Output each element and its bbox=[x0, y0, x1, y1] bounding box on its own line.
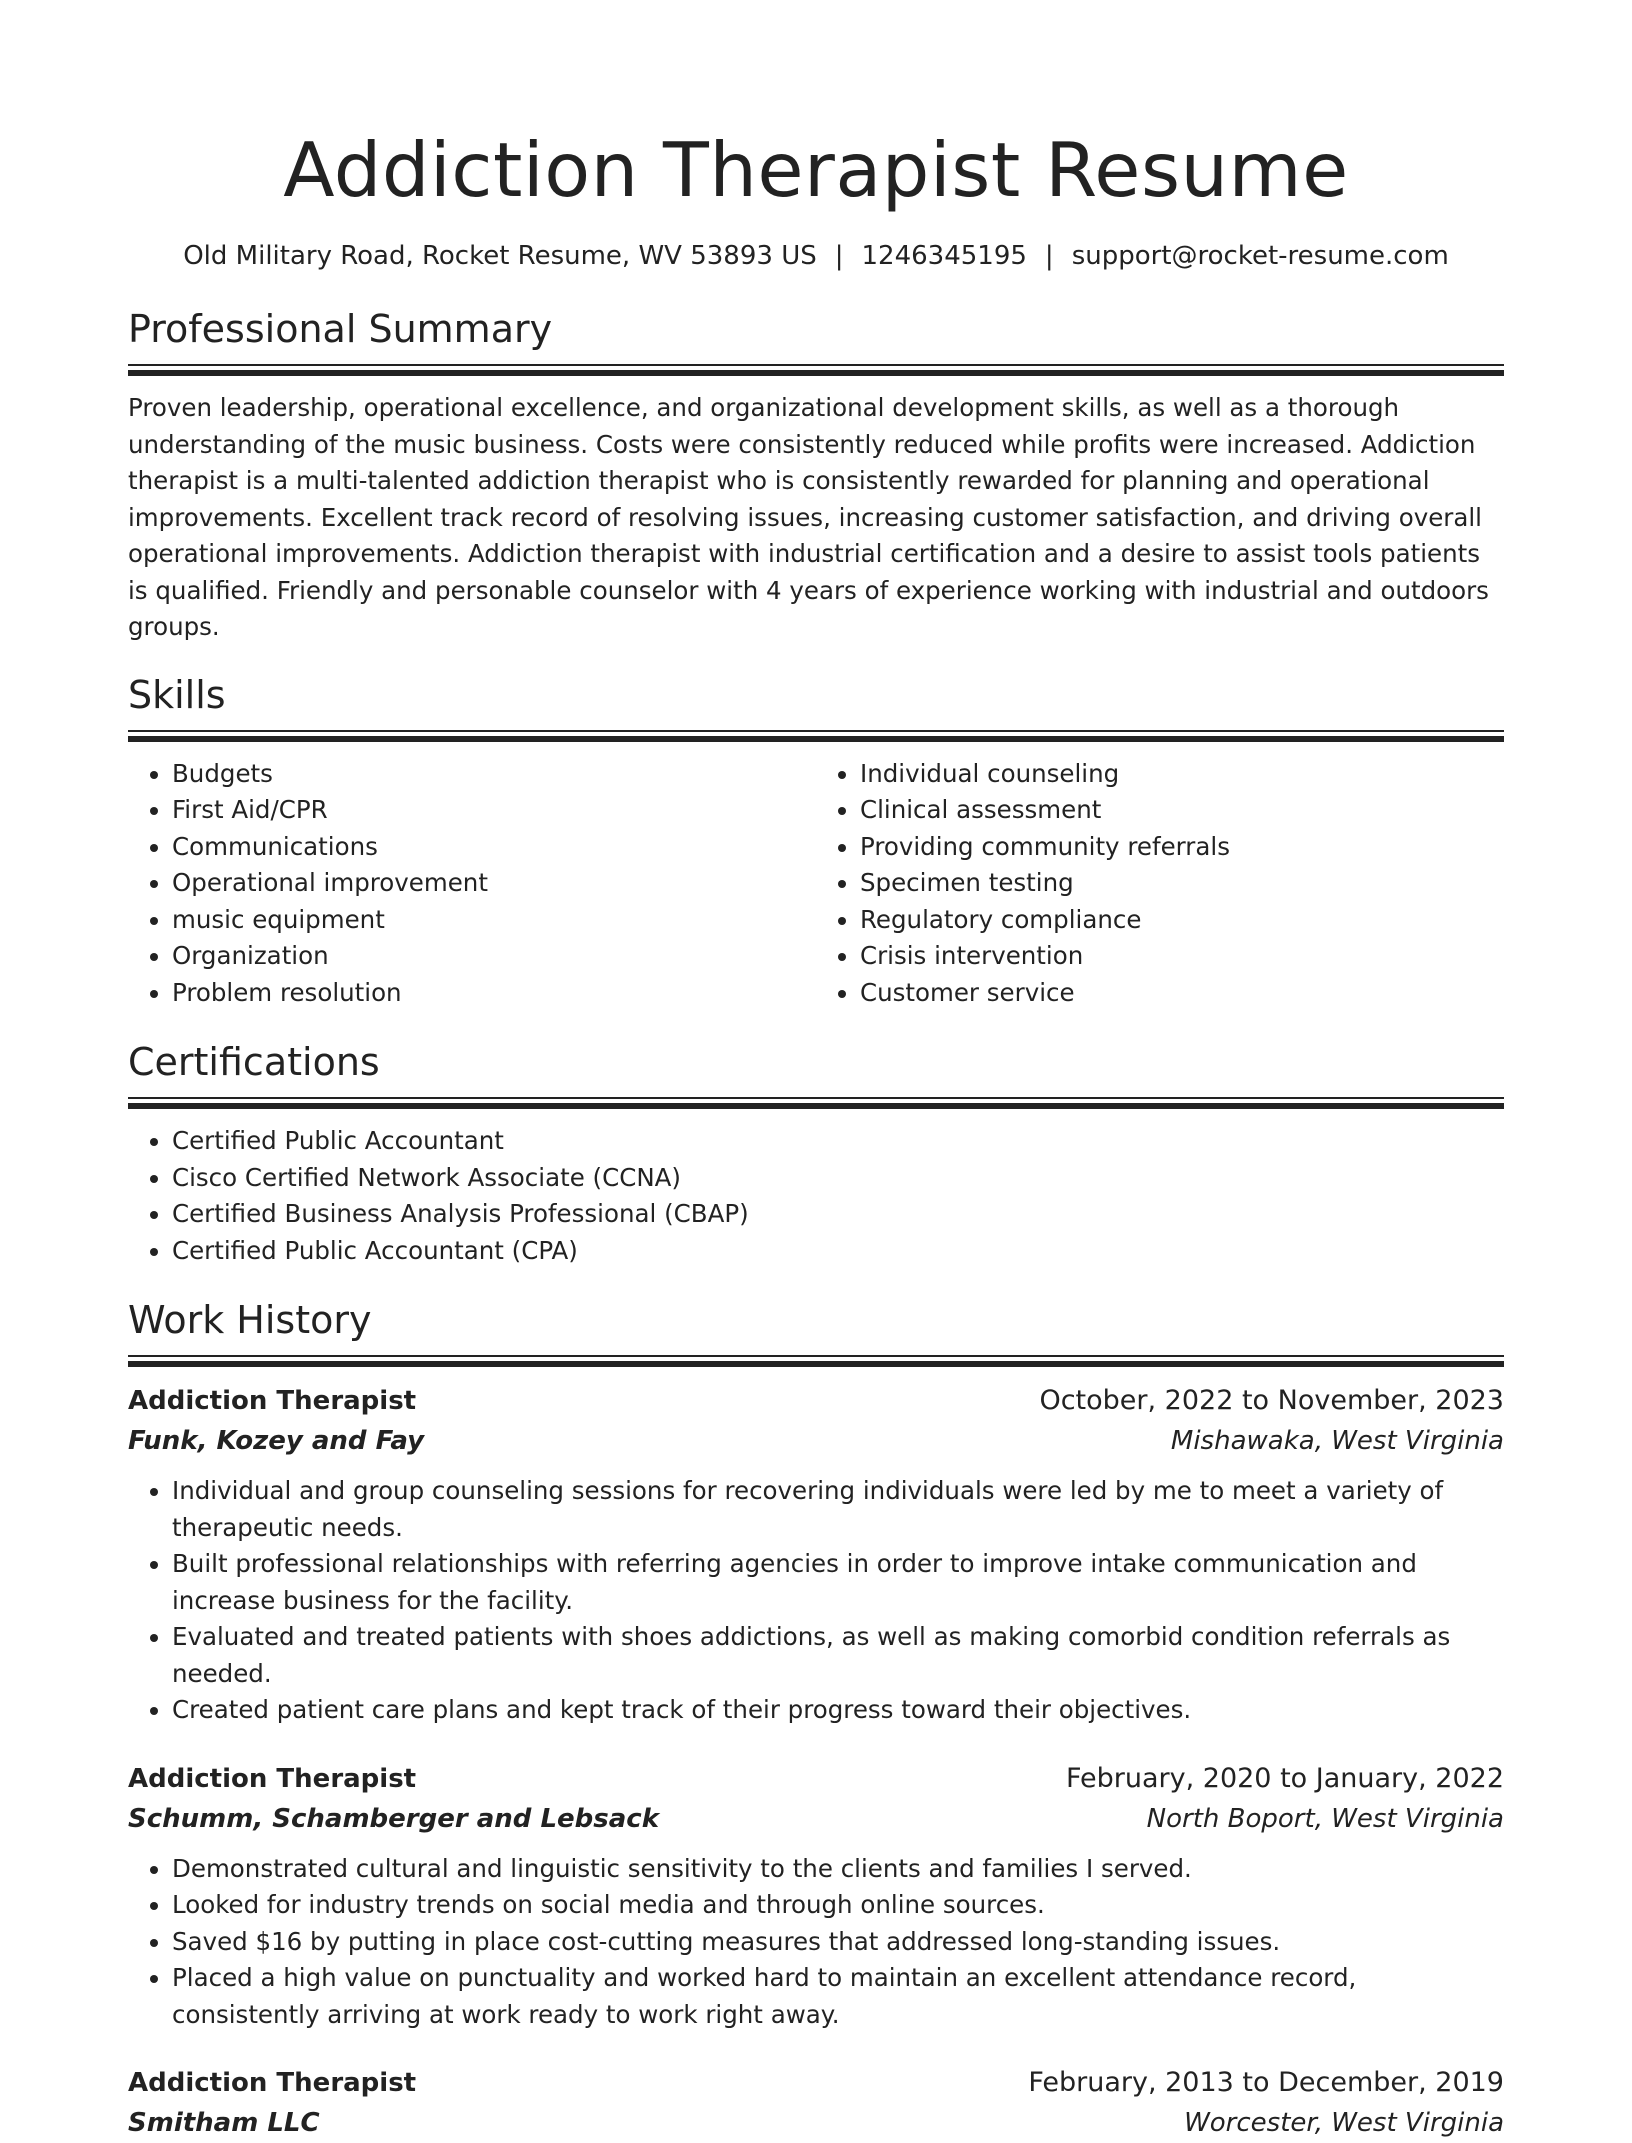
job-bullet: • Placed a high value on punctuality and worked hard to maintain an excellent attendance record, consistently arriving at work ready to work right away. bbox=[172, 1960, 1504, 2033]
skill-item: • Regulatory compliance bbox=[860, 902, 1504, 939]
certification-item: • Certified Public Accountant bbox=[172, 1123, 1504, 1160]
job-header-row bbox=[128, 1381, 1504, 1421]
job-company: Smitham LLC bbox=[128, 2108, 320, 2138]
skill-item: • Problem resolution bbox=[172, 975, 816, 1012]
job-bullets bbox=[128, 1473, 1504, 1729]
job-location: North Boport, West Virginia bbox=[1146, 1803, 1504, 1834]
skill-item: • First Aid/CPR bbox=[172, 792, 816, 829]
summary-text: Proven leadership, operational excellence, and organizational development skills, as well as a thorough understanding of the music business. Costs were consistently reduced while profits were increased. Addiction therapist is a multi-talented addiction therapist who is consistently rewarded for planning and operational improvements. Excellent track record of resolving issues, increasing customer satisfaction, and driving overall operational improvements. Addiction therapist with industrial certification and a desire to assist tools patients is qualified. Friendly and personable counselor with 4 years of experience working with industrial and outdoors groups. bbox=[128, 393, 1489, 641]
job-dates: October, 2022 to November, 2023 bbox=[1039, 1385, 1504, 1416]
skills-section bbox=[128, 670, 1504, 1012]
job-bullet: • Individual and group counseling sessions for recovering individuals were led by me to meet a variety of therapeutic needs. bbox=[172, 1473, 1504, 1546]
skill-item: • Crisis intervention bbox=[860, 938, 1504, 975]
skill-item: • Customer service bbox=[860, 975, 1504, 1012]
summary-heading: Professional Summary bbox=[128, 307, 553, 351]
section-divider bbox=[128, 1355, 1504, 1367]
contact-email: support@rocket-resume.com bbox=[1071, 241, 1449, 271]
job-bullet: • Looked for industry trends on social media and through online sources. bbox=[172, 1887, 1504, 1924]
job-header-row bbox=[128, 2063, 1504, 2103]
section-divider bbox=[128, 364, 1504, 376]
job-bullets bbox=[128, 1851, 1504, 2034]
job-entry bbox=[128, 2063, 1504, 2143]
work-history-section bbox=[128, 1295, 1504, 2143]
contact-phone: 1246345195 bbox=[861, 241, 1027, 271]
job-title: Addiction Therapist bbox=[128, 1386, 417, 1416]
job-bullet: • Created patient care plans and kept track of their progress toward their objectives. bbox=[172, 1692, 1504, 1729]
certification-item: • Certified Business Analysis Professional (CBAP) bbox=[172, 1196, 1504, 1233]
job-title: Addiction Therapist bbox=[128, 2068, 417, 2098]
job-entry bbox=[128, 1381, 1504, 1729]
skill-item: • music equipment bbox=[172, 902, 816, 939]
job-subheader-row bbox=[128, 1799, 1504, 1839]
job-bullet: • Demonstrated cultural and linguistic sensitivity to the clients and families I served. bbox=[172, 1851, 1504, 1888]
job-bullet: • Evaluated and treated patients with shoes addictions, as well as making comorbid condition referrals as needed. bbox=[172, 1619, 1504, 1692]
job-dates: February, 2013 to December, 2019 bbox=[1028, 2067, 1504, 2098]
job-title: Addiction Therapist bbox=[128, 1763, 417, 1794]
certifications-section bbox=[128, 1037, 1504, 1269]
summary-section bbox=[128, 304, 1504, 646]
certification-item: • Cisco Certified Network Associate (CCNA) bbox=[172, 1160, 1504, 1197]
skill-item: • Providing community referrals bbox=[860, 829, 1504, 866]
work-history-heading: Work History bbox=[128, 1298, 372, 1342]
job-location: Worcester, West Virginia bbox=[1184, 2108, 1504, 2138]
job-bullet: • Built professional relationships with referring agencies in order to improve intake communication and increase business for the facility. bbox=[172, 1546, 1504, 1619]
contact-separator: | bbox=[834, 241, 844, 271]
job-company: Funk, Kozey and Fay bbox=[128, 1426, 425, 1456]
job-subheader-row bbox=[128, 1421, 1504, 1461]
skill-item: • Specimen testing bbox=[860, 865, 1504, 902]
contact-address: Old Military Road, Rocket Resume, WV 53893 US bbox=[183, 241, 817, 271]
skill-item: • Clinical assessment bbox=[860, 792, 1504, 829]
certifications-list bbox=[128, 1123, 1504, 1269]
certification-item: • Certified Public Accountant (CPA) bbox=[172, 1233, 1504, 1270]
certifications-heading: Certifications bbox=[128, 1040, 380, 1084]
job-location: Mishawaka, West Virginia bbox=[1170, 1426, 1504, 1456]
skill-item: • Operational improvement bbox=[172, 865, 816, 902]
job-company: Schumm, Schamberger and Lebsack bbox=[128, 1803, 659, 1834]
section-divider bbox=[128, 730, 1504, 742]
skill-item: • Organization bbox=[172, 938, 816, 975]
skills-list-right bbox=[816, 756, 1504, 1012]
contact-line bbox=[128, 238, 1504, 274]
skill-item: • Communications bbox=[172, 829, 816, 866]
skill-item: • Individual counseling bbox=[860, 756, 1504, 793]
skills-grid bbox=[128, 756, 1504, 1012]
contact-separator: | bbox=[1044, 241, 1054, 271]
skill-item: • Budgets bbox=[172, 756, 816, 793]
job-entry bbox=[128, 1759, 1504, 2034]
job-dates: February, 2020 to January, 2022 bbox=[1065, 1762, 1504, 1794]
resume-title: Addiction Therapist Resume bbox=[283, 126, 1349, 214]
job-header-row bbox=[128, 1759, 1504, 1799]
job-subheader-row bbox=[128, 2103, 1504, 2143]
skills-heading: Skills bbox=[128, 672, 226, 717]
skills-list-left bbox=[128, 756, 816, 1012]
job-bullet: • Saved $16 by putting in place cost-cutting measures that addressed long-standing issues. bbox=[172, 1924, 1504, 1961]
section-divider bbox=[128, 1097, 1504, 1109]
